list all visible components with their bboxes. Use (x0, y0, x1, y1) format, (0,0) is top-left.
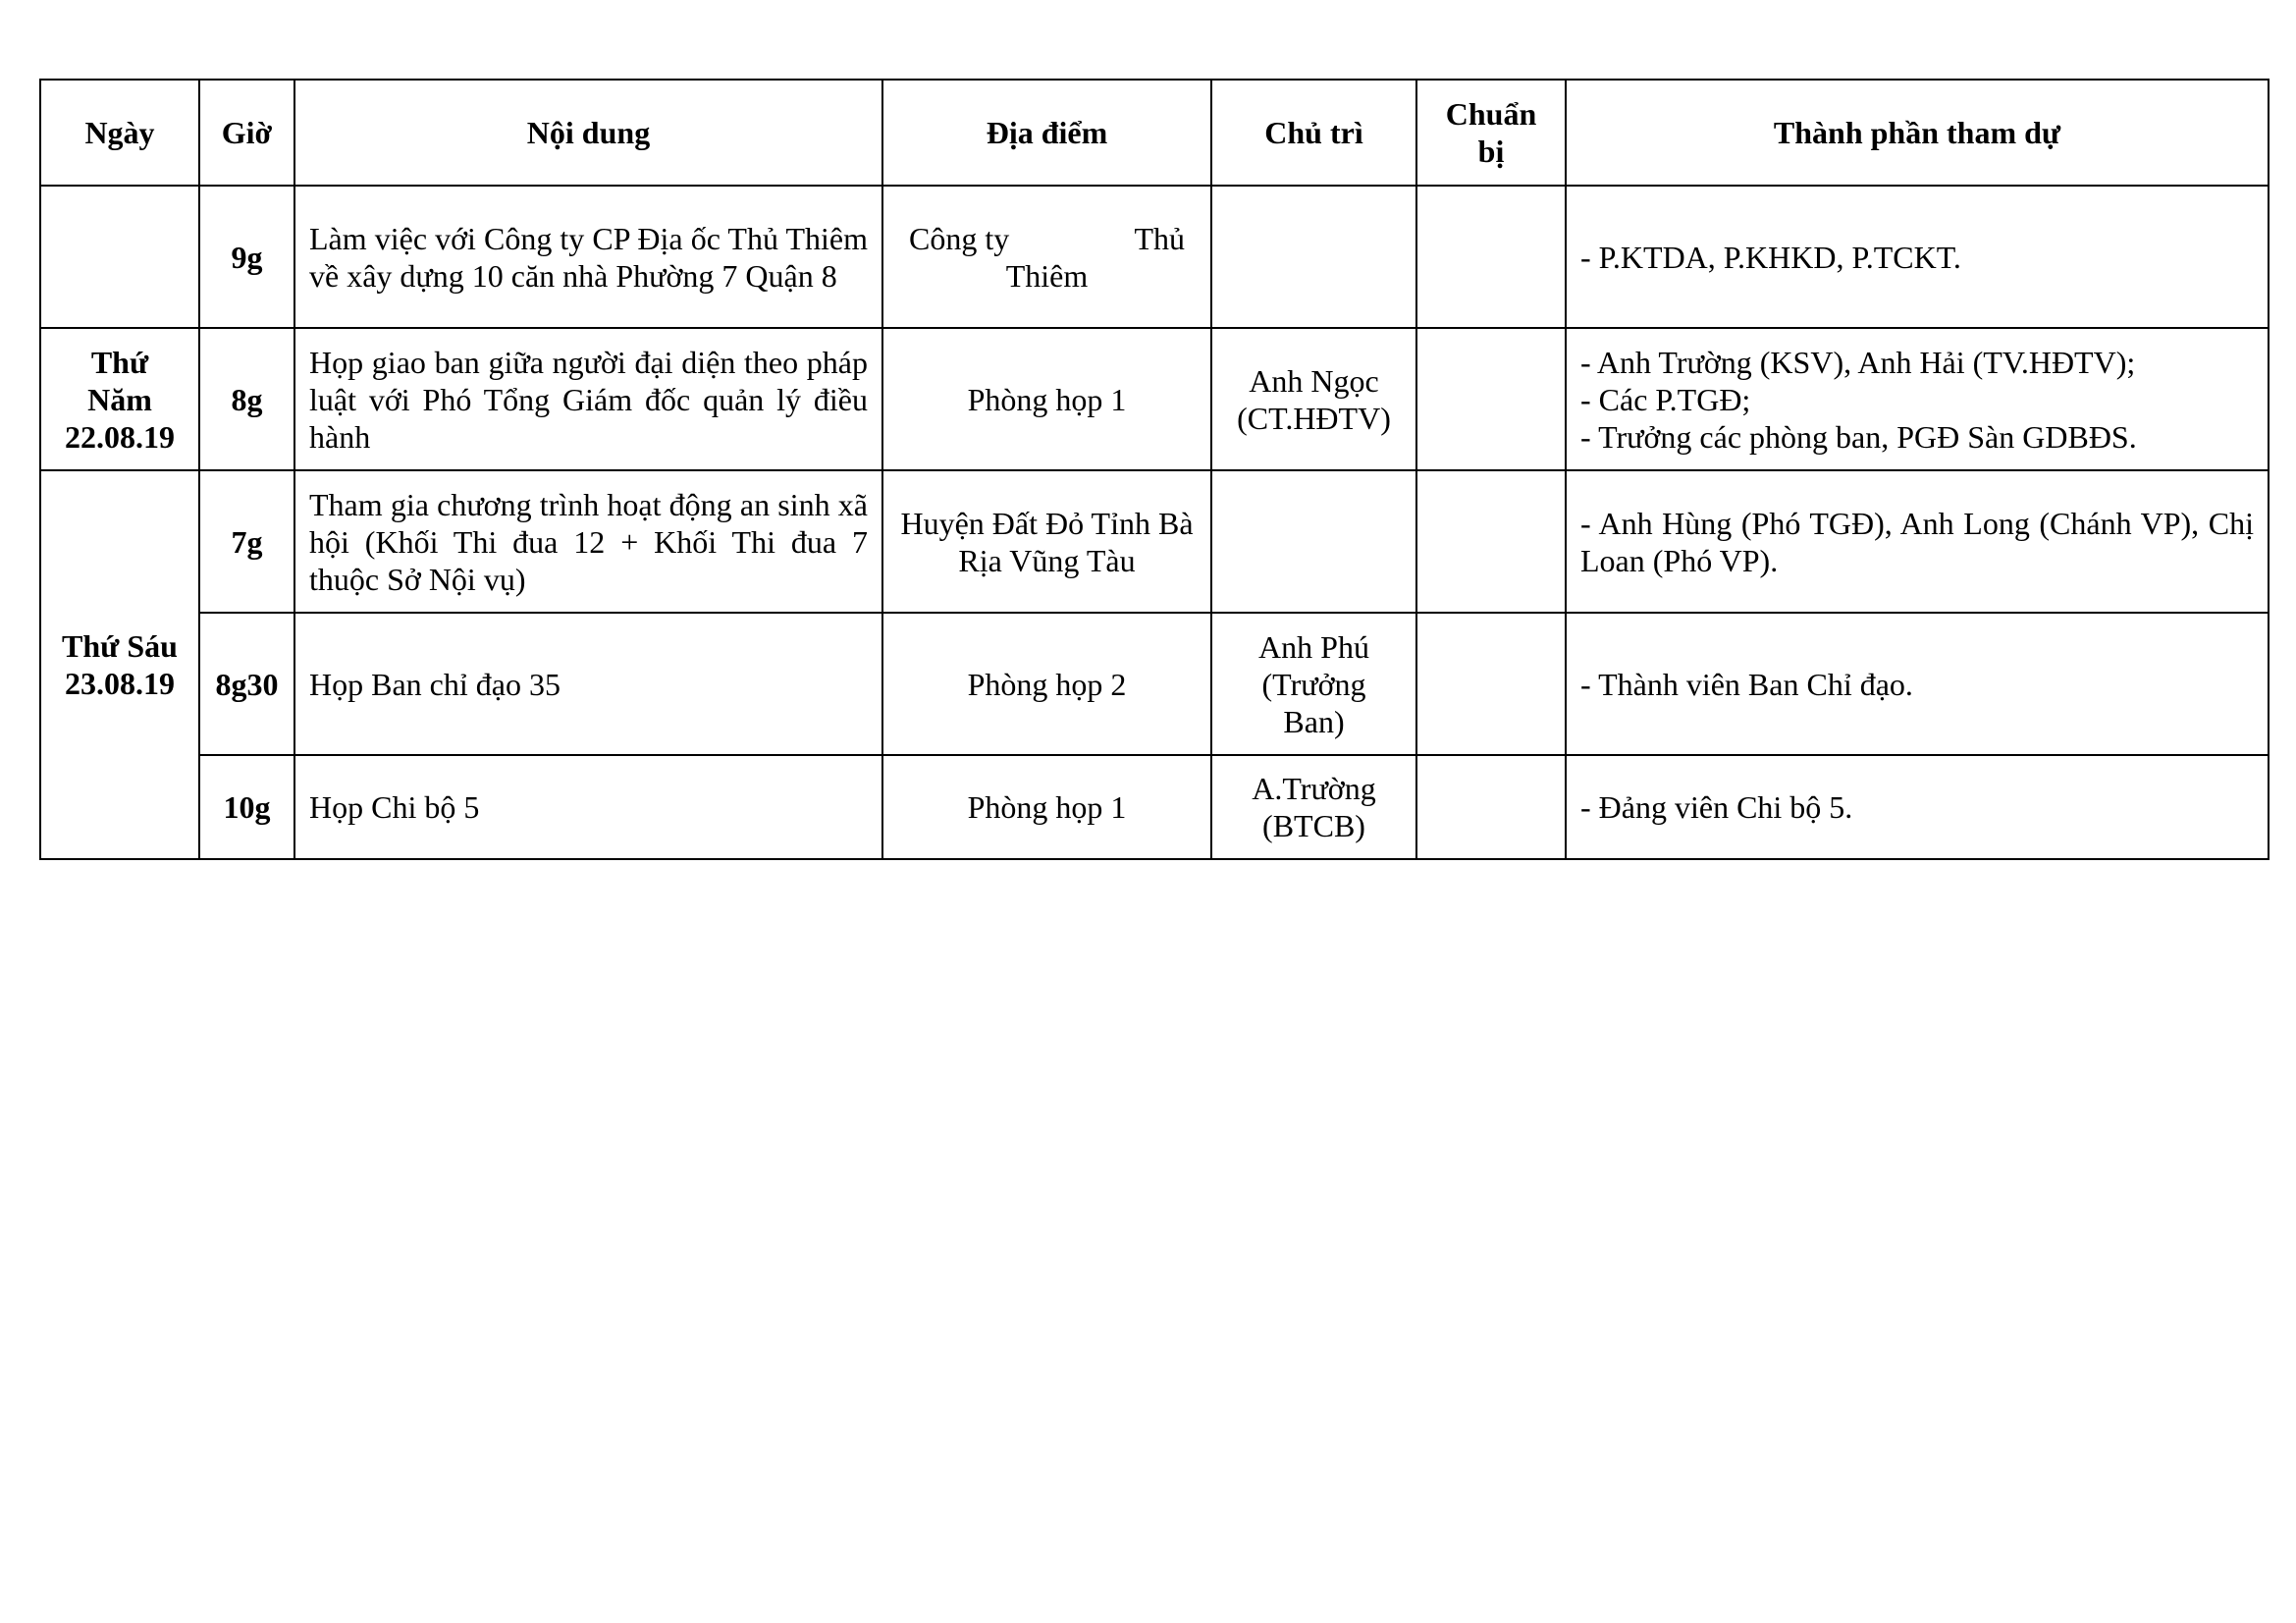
location-cell: Phòng họp 2 (882, 613, 1211, 755)
prep-cell (1416, 186, 1566, 328)
day-label: Thứ Sáu (62, 628, 178, 664)
day-date: 22.08.19 (65, 418, 175, 455)
attendees-cell (1566, 328, 2269, 470)
day-label: Thứ (90, 344, 149, 380)
prep-cell (1416, 755, 1566, 859)
day-cell (40, 328, 199, 470)
prep-cell (1416, 613, 1566, 755)
location-line: Thiêm (1005, 257, 1089, 294)
location-cell: Phòng họp 1 (882, 328, 1211, 470)
table-row (40, 755, 2269, 859)
time-cell: 8g30 (199, 613, 294, 755)
day-cell (40, 186, 199, 328)
header-content: Nội dung (294, 80, 882, 186)
schedule-table (39, 79, 2269, 860)
table-row (40, 328, 2269, 470)
location-line (897, 220, 1197, 257)
host-line: (CT.HĐTV) (1237, 400, 1391, 436)
content-cell: Làm việc với Công ty CP Địa ốc Thủ Thiêm về xây dựng 10 căn nhà Phường 7 Quận 8 (294, 186, 882, 328)
header-row (40, 80, 2269, 186)
location-cell (882, 186, 1211, 328)
prep-cell (1416, 328, 1566, 470)
header-prep: Chuẩn bị (1416, 80, 1566, 186)
location-word: Công ty (909, 220, 1010, 256)
content-cell: Họp Ban chỉ đạo 35 (294, 613, 882, 755)
header-host: Chủ trì (1211, 80, 1416, 186)
attendee-line: - Thành viên Ban Chỉ đạo. (1580, 666, 1913, 702)
attendee-line: - Đảng viên Chi bộ 5. (1580, 789, 1853, 825)
host-line: Anh Ngọc (1249, 362, 1379, 399)
location-word: Thủ (1134, 220, 1185, 256)
time-cell: 8g (199, 328, 294, 470)
table-row (40, 186, 2269, 328)
attendees-cell (1566, 470, 2269, 613)
header-time: Giờ (199, 80, 294, 186)
time-cell: 10g (199, 755, 294, 859)
time-cell: 9g (199, 186, 294, 328)
attendees-cell (1566, 186, 2269, 328)
content-cell: Họp giao ban giữa người đại diện theo pháp luật với Phó Tổng Giám đốc quản lý điều hành (294, 328, 882, 470)
prep-cell (1416, 470, 1566, 613)
time-cell: 7g (199, 470, 294, 613)
attendees-cell (1566, 613, 2269, 755)
day-label: Năm (87, 381, 152, 417)
attendees-cell (1566, 755, 2269, 859)
host-cell (1211, 328, 1416, 470)
content-cell: Họp Chi bộ 5 (294, 755, 882, 859)
day-cell (40, 470, 199, 859)
host-cell (1211, 470, 1416, 613)
header-day: Ngày (40, 80, 199, 186)
attendee-line: - Anh Hùng (Phó TGĐ), Anh Long (Chánh VP), Chị Loan (Phó VP). (1580, 505, 2254, 578)
header-location: Địa điểm (882, 80, 1211, 186)
host-cell (1211, 186, 1416, 328)
attendee-line: - Anh Trường (KSV), Anh Hải (TV.HĐTV); (1580, 344, 2136, 380)
attendee-line: - Các P.TGĐ; (1580, 381, 1751, 417)
day-date: 23.08.19 (65, 666, 175, 701)
attendee-line: - P.KTDA, P.KHKD, P.TCKT. (1580, 239, 1961, 275)
content-cell: Tham gia chương trình hoạt động an sinh xã hội (Khối Thi đua 12 + Khối Thi đua 7 thuộc Sở Nội vụ) (294, 470, 882, 613)
header-attendees: Thành phần tham dự (1566, 80, 2269, 186)
table-row (40, 613, 2269, 755)
location-cell: Huyện Đất Đỏ Tỉnh Bà Rịa Vũng Tàu (882, 470, 1211, 613)
location-cell: Phòng họp 1 (882, 755, 1211, 859)
host-cell: A.Trường (BTCB) (1211, 755, 1416, 859)
host-cell: Anh Phú (Trưởng Ban) (1211, 613, 1416, 755)
table-row (40, 470, 2269, 613)
attendee-line: - Trưởng các phòng ban, PGĐ Sàn GDBĐS. (1580, 418, 2137, 455)
